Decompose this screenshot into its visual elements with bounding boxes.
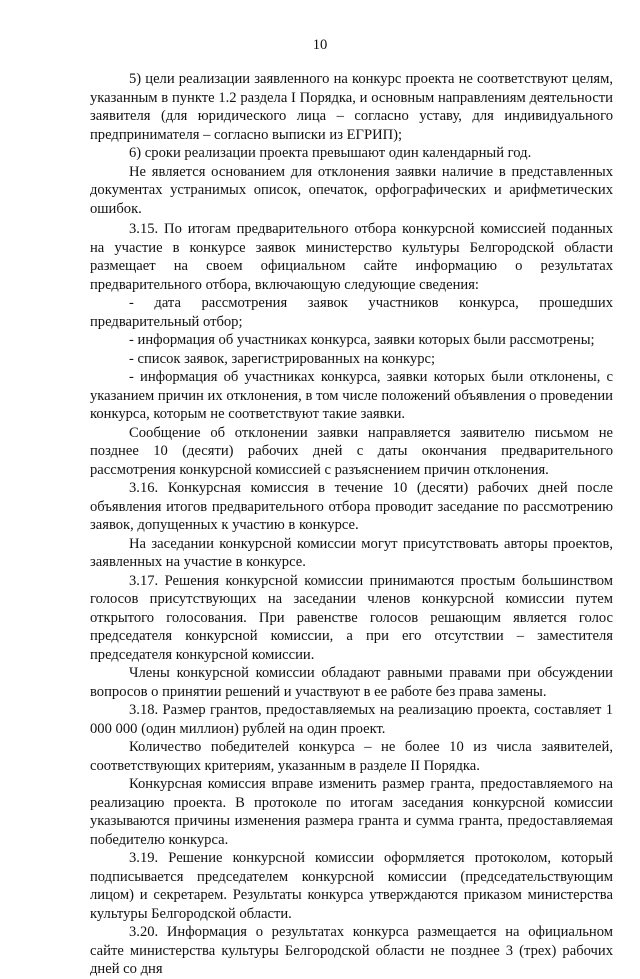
paragraph-winners-count: Количество победителей конкурса – не более 10 из числа заявителей, соответствующих критериям, указанным в разделе II Порядка. (90, 739, 613, 774)
paragraph-3-15: 3.15. По итогам предварительного отбора конкурсной комиссией поданных на участие в конкурсе заявок министерство культуры Белгородской области размещает на своем официальном сайте информацию о результатах предварительного отбора, включающую следующие сведения: (90, 221, 613, 293)
paragraph-grant-change: Конкурсная комиссия вправе изменить размер гранта, предоставляемого на реализацию проекта. В протоколе по итогам заседания конкурсной комиссии указываются причины изменения размера гранта и сумма гранта, предоставляемая победителю конкурса. (90, 776, 613, 848)
paragraph-not-grounds: Не является основанием для отклонения заявки наличие в представленных документах устранимых описок, опечаток, орфографических и арифметических ошибок. (90, 163, 613, 217)
paragraph-authors-attend: На заседании конкурсной комиссии могут присутствовать авторы проектов, заявленных на участие в конкурсе. (90, 535, 613, 570)
paragraph-3-16: 3.16. Конкурсная комиссия в течение 10 (десяти) рабочих дней после объявления итогов предварительного отбора проводит заседание по рассмотрению заявок, допущенных к участию в конкурсе. (90, 480, 613, 533)
paragraph-members-rights: Члены конкурсной комиссии обладают равными правами при обсуждении вопросов о принятии решений и участвуют в ее работе без права замены. (90, 665, 613, 700)
list-item-reviewed-participants: - информация об участниках конкурса, заявки которых были рассмотрены; (129, 332, 595, 348)
paragraph-item-5: 5) цели реализации заявленного на конкурс проекта не соответствуют целям, указанным в пункте 1.2 раздела I Порядка, и основным направлениям деятельности заявителя (для юридического лица – согласно уставу, для индивидуального предпринимателя – согласно выписки из ЕГРИП); (90, 71, 613, 143)
page-number: 10 (312, 37, 328, 53)
list-item-review-date: - дата рассмотрения заявок участников конкурса, прошедших предварительный отбор; (90, 295, 613, 330)
paragraph-3-20: 3.20. Информация о результатах конкурса размещается на официальном сайте министерства культуры Белгородской области не позднее 3 (трех) рабочих дней со дня (90, 924, 613, 977)
document-body (90, 70, 613, 979)
paragraph-3-17: 3.17. Решения конкурсной комиссии принимаются простым большинством голосов присутствующих на заседании членов конкурсной комиссии путем открытого голосования. При равенстве голосов решающим является голос председателя конкурсной комиссии, а при его отсутствии – заместителя председателя конкурсной комиссии. (90, 572, 613, 663)
list-item-rejected-participants: - информация об участниках конкурса, заявки которых были отклонены, с указанием причин их отклонения, в том числе положений объявления о проведении конкурса, которым не соответствуют такие заявки. (90, 369, 613, 422)
paragraph-3-19: 3.19. Решение конкурсной комиссии оформляется протоколом, который подписывается председателем конкурсной комиссии (председательствующим лицом) и секретарем. Результаты конкурса утверждаются приказом министерства культуры Белгородской области. (90, 850, 613, 922)
paragraph-item-6: 6) сроки реализации проекта превышают один календарный год. (129, 145, 532, 161)
paragraph-rejection-notice: Сообщение об отклонении заявки направляется заявителю письмом не позднее 10 (десяти) рабочих дней с даты окончания предварительного рассмотрения конкурсной комиссией с разъяснением причин отклонения. (90, 424, 613, 478)
paragraph-3-18: 3.18. Размер грантов, предоставляемых на реализацию проекта, составляет 1 000 000 (один миллион) рублей на один проект. (90, 702, 613, 737)
list-item-registered-applications: - список заявок, зарегистрированных на конкурс; (129, 350, 436, 367)
